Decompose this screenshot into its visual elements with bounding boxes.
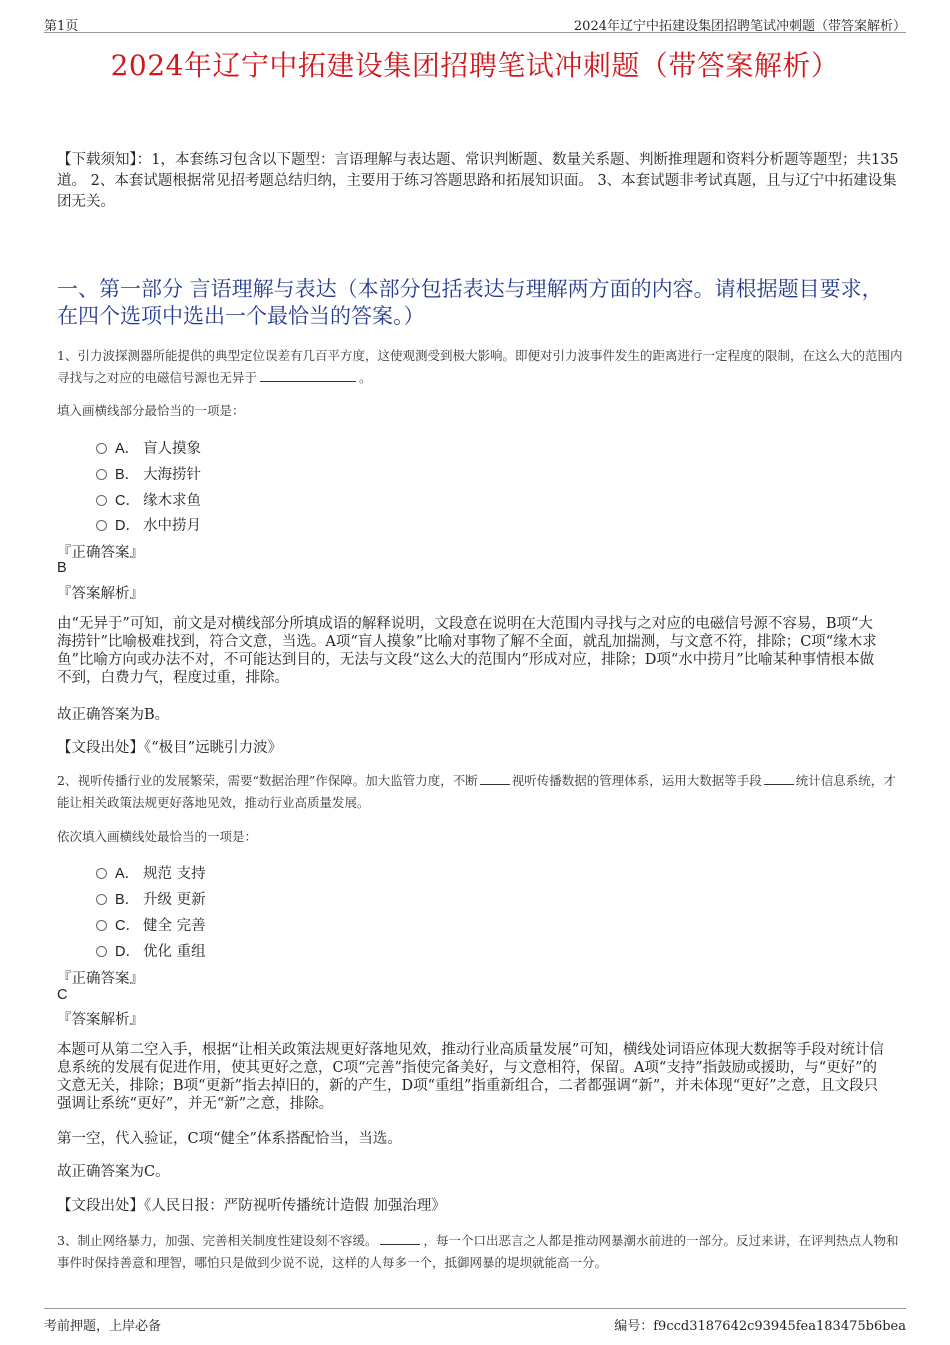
question-1-stem: 1、引力波探测器所能提供的典型定位误差有几百平方度，这使观测受到极大影响。即便对引力波事件发生的距离进行一定程度的限制，在这么大的范围内寻找与之对应的电磁信号源也无异于 。 [57, 348, 903, 385]
section-title: 一、第一部分 言语理解与表达（本部分包括表达与理解两方面的内容。请根据题目要求，在四个选项中选出一个最恰当的答案。） [57, 277, 883, 328]
question-1-conclusion: 故正确答案为B。 [57, 707, 170, 723]
question-3-stem: 3、制止网络暴力，加强、完善相关制度性建设刻不容缓。 ，每一个口出恶言之人都是推动网暴潮水前进的一部分。反过来讲，在评判热点人物和事件时保持善意和理智，哪怕只是做到少说不说，这样的人每多一个，抵御网暴的堤坝就能高一分。 [57, 1233, 899, 1270]
question-1-option-c[interactable]: C． 缘木求鱼 [96, 489, 201, 510]
radio-icon[interactable] [96, 520, 107, 531]
page-title: 2024年辽宁中拓建设集团招聘笔试冲刺题（带答案解析） [110, 49, 840, 82]
footer-serial: 编号：f9ccd3187642c93945fea183475b6bea [614, 1319, 906, 1334]
radio-icon[interactable] [96, 443, 107, 454]
radio-icon[interactable] [96, 469, 107, 480]
header-doc-title: 2024年辽宁中拓建设集团招聘笔试冲刺题（带答案解析） [573, 19, 906, 34]
footer-slogan: 考前押题，上岸必备 [44, 1319, 162, 1334]
radio-icon[interactable] [96, 946, 107, 957]
question-2-option-a[interactable]: A． 规范 支持 [96, 862, 206, 883]
question-1-instruction: 填入画横线部分最恰当的一项是： [57, 403, 245, 418]
question-1-analysis: 由“无异于”可知，前文是对横线部分所填成语的解释说明，文段意在说明在大范围内寻找与之对应的电磁信号源不容易，B项“大海捞针”比喻极难找到，符合文意，当选。A项“盲人摸象”比喻对事物了解不全面，就乱加揣测，与文意不符，排除；C项“缘木求鱼”比喻方向或办法不对，不可能达到目的，无法与文段“这么大的范围内”形成对应，排除；D项“水中捞月”比喻某种事情根本做不到，白费力气，程度过重，排除。 [57, 616, 877, 686]
fill-blank [260, 369, 356, 382]
question-1-option-b[interactable]: B． 大海捞针 [96, 463, 201, 484]
question-1-answer: B [57, 560, 67, 576]
question-2-option-d[interactable]: D． 优化 重组 [96, 940, 206, 961]
radio-icon[interactable] [96, 868, 107, 879]
download-notice: 【下载须知】：1，本套练习包含以下题型：言语理解与表达题、常识判断题、数量关系题、判断推理题和资料分析题等题型；共135道。 2、本套试题根据常见招考题总结归纳，主要用于练习答题思路和拓展知识面。 3、本套试题非考试真题，且与辽宁中拓建设集团无关。 [57, 152, 899, 210]
correct-answer-label: 『正确答案』 [57, 971, 144, 987]
question-2-conclusion: 故正确答案为C。 [57, 1164, 170, 1180]
analysis-label: 『答案解析』 [57, 1012, 144, 1028]
analysis-label: 『答案解析』 [57, 586, 144, 602]
question-2-analysis: 本题可从第二空入手，根据“让相关政策法规更好落地见效，推动行业高质量发展”可知，横线处词语应体现大数据等手段对统计信息系统的发展有促进作用，使其更好之意，C项“完善”指使完备美好，与文意相符，保留。A项“支持”指鼓励或援助，与“更好”的文意无关，排除；B项“更新”指去掉旧的，新的产生，D项“重组”指重新组合，二者都强调“新”，并未体现“更好”之意，且文段只强调让系统“更好”，并无“新”之意，排除。 [57, 1042, 884, 1112]
question-2-option-b[interactable]: B． 升级 更新 [96, 888, 206, 909]
question-2-verification: 第一空，代入验证，C项“健全”体系搭配恰当，当选。 [57, 1131, 402, 1147]
question-1-source: 【文段出处】《“极目”远眺引力波》 [57, 740, 283, 756]
page-header [44, 12, 906, 33]
radio-icon[interactable] [96, 894, 107, 905]
fill-blank [480, 772, 510, 785]
radio-icon[interactable] [96, 495, 107, 506]
fill-blank [764, 772, 794, 785]
question-2-answer: C [57, 987, 68, 1003]
question-2-option-c[interactable]: C． 健全 完善 [96, 914, 206, 935]
question-1-option-a[interactable]: A． 盲人摸象 [96, 437, 201, 458]
question-1-option-d[interactable]: D． 水中捞月 [96, 514, 201, 535]
question-2-instruction: 依次填入画横线处最恰当的一项是： [57, 829, 258, 844]
correct-answer-label: 『正确答案』 [57, 545, 144, 561]
page-number: 第1页 [44, 19, 79, 34]
question-2-source: 【文段出处】《人民日报：严防视听传播统计造假 加强治理》 [57, 1198, 446, 1214]
fill-blank [380, 1232, 420, 1245]
radio-icon[interactable] [96, 920, 107, 931]
question-2-stem: 2、视听传播行业的发展繁荣，需要“数据治理”作保障。加大监管力度，不断 视听传播数据的管理体系，运用大数据等手段 统计信息系统，才能让相关政策法规更好落地见效，推动行业高质量发展。 [57, 773, 896, 810]
page-footer [44, 1308, 906, 1333]
